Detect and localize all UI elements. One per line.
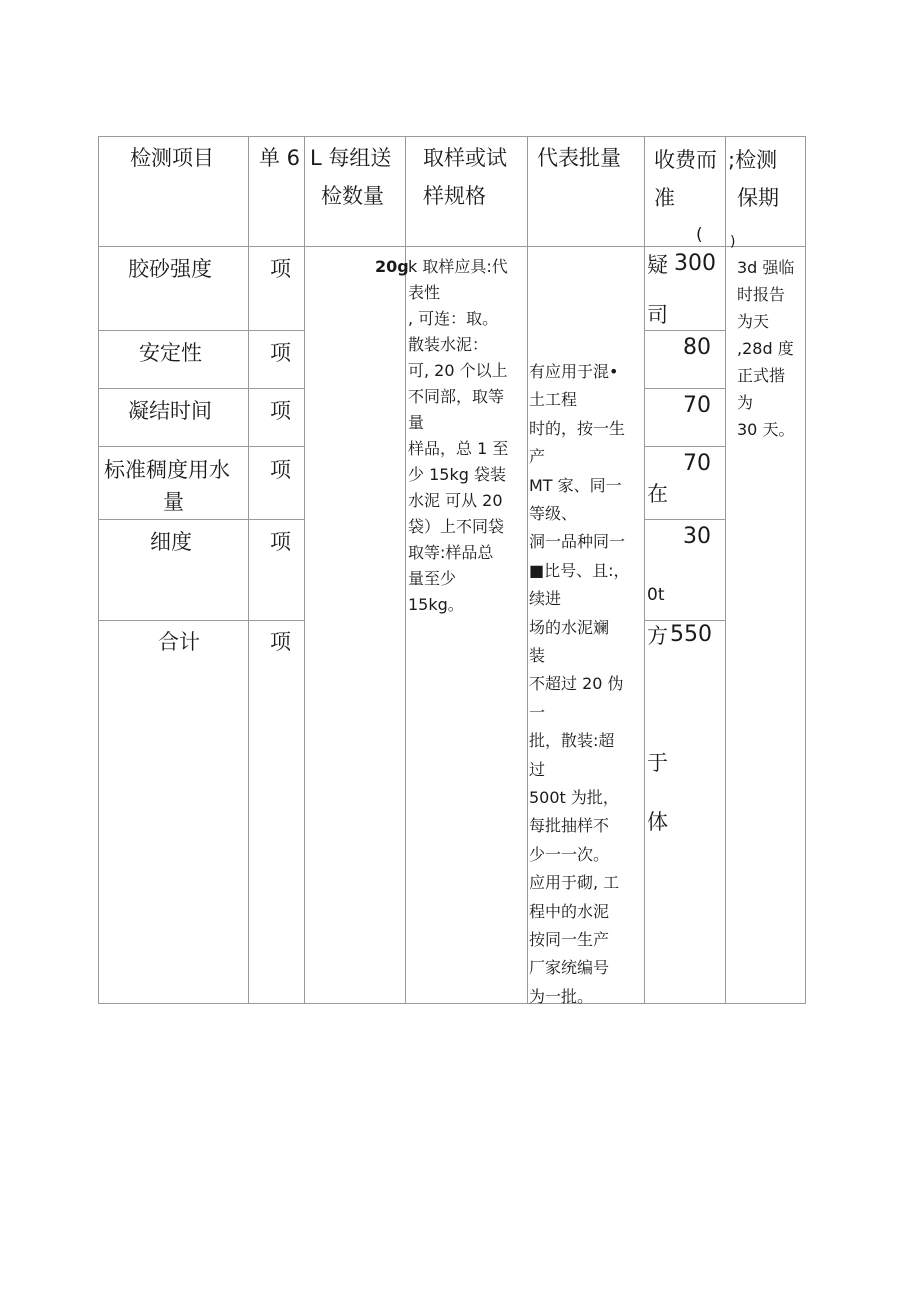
- table-border-top: [98, 136, 806, 137]
- fee-setting-time: 70: [683, 393, 711, 418]
- fee-divider: [644, 620, 725, 621]
- batch-line: 为一批。: [529, 986, 594, 1006]
- batch-line: 按同一生产: [529, 930, 610, 949]
- fee-suffix: 在: [647, 482, 668, 506]
- test-period-line: 时报告: [737, 285, 786, 304]
- batch-line: 不超过 20 伪: [529, 674, 624, 694]
- batch-line: 有应用于混•: [529, 362, 619, 381]
- batch-line: 续进: [529, 589, 562, 609]
- header-fee-line1: 收费而: [654, 148, 717, 172]
- test-period-line: 为: [737, 393, 754, 412]
- test-period-line: 3d 强临: [737, 258, 795, 277]
- batch-line: 每批抽样不: [529, 816, 610, 836]
- item-setting-time: 凝结时间: [128, 399, 212, 423]
- batch-line: 装: [529, 646, 546, 665]
- batch-line: 土工程: [529, 390, 578, 410]
- sampling-spec-line: k 取样应具:代: [408, 257, 508, 276]
- batch-line: ■比号、且:，: [529, 560, 630, 580]
- header-period-paren: ): [730, 234, 736, 250]
- header-inspection-item: 检测项目: [130, 146, 214, 170]
- item-consistency-line1: 标准稠度用水: [104, 458, 230, 482]
- sampling-spec-line: , 可连：取。: [408, 309, 499, 328]
- row-divider: [98, 388, 304, 389]
- unit-cell: 项: [270, 257, 291, 281]
- column-divider: [725, 136, 726, 1004]
- batch-line: 少一一次。: [529, 844, 610, 864]
- sampling-spec-line: 量: [408, 413, 425, 432]
- item-soundness: 安定性: [139, 341, 202, 365]
- sampling-spec-line: 不同部，取等: [408, 387, 505, 406]
- fee-fineness: 30: [683, 524, 711, 549]
- sampling-spec-line: 取等:样品总: [408, 543, 494, 562]
- header-unit: 单 6: [259, 146, 301, 170]
- batch-line: 500t 为批，: [529, 788, 619, 807]
- header-sampling-line1: 取样或试: [423, 146, 507, 170]
- batch-line: 一: [529, 702, 546, 722]
- batch-line: 程中的水泥: [529, 901, 610, 921]
- sampling-spec-line: 15kg。: [408, 595, 464, 614]
- table-border-right: [805, 136, 806, 1004]
- item-total: 合计: [158, 630, 200, 654]
- sample-quantity: 20g: [375, 257, 409, 276]
- sampling-spec-line: 可, 20 个以上: [408, 361, 508, 380]
- fee-extra: 于: [647, 751, 668, 775]
- item-consistency-line2: 量: [163, 490, 184, 514]
- header-quantity-line1: L 每组送: [310, 146, 392, 170]
- fee-total: 550: [670, 622, 712, 647]
- batch-line: 场的水泥斓: [529, 617, 610, 637]
- header-fee-line2: 准: [654, 186, 675, 210]
- row-divider: [98, 620, 304, 621]
- sampling-spec-line: 水泥 可从 20: [408, 491, 503, 510]
- header-quantity-line2: 检数量: [321, 184, 384, 208]
- header-period-line1: ;检测: [728, 148, 778, 172]
- row-divider: [98, 519, 304, 520]
- sampling-spec-line: 表性: [408, 283, 441, 302]
- fee-total-prefix: 方: [647, 624, 668, 648]
- batch-line: 时的，按一生: [529, 418, 626, 438]
- fee-divider: [644, 446, 725, 447]
- batch-line: 过: [529, 759, 546, 779]
- sampling-spec-line: 散装水泥：: [408, 335, 489, 354]
- sampling-spec-line: 少 15kg 袋装: [408, 465, 506, 484]
- header-fee-paren: (: [696, 225, 703, 245]
- column-divider: [527, 136, 528, 1004]
- fee-consistency: 70: [683, 451, 711, 476]
- test-period-line: 30 天。: [737, 420, 795, 439]
- unit-cell: 项: [270, 530, 291, 554]
- item-fineness: 细度: [150, 530, 192, 554]
- fee-divider: [644, 388, 725, 389]
- table-header-divider: [98, 246, 806, 247]
- table-border-left: [98, 136, 99, 1004]
- header-sampling-line2: 样规格: [423, 184, 486, 208]
- column-divider: [644, 136, 645, 1004]
- unit-cell: 项: [270, 399, 291, 423]
- batch-line: 应用于砌, 工: [529, 873, 620, 893]
- fee-divider: [644, 519, 725, 520]
- unit-cell: 项: [270, 341, 291, 365]
- sampling-spec-line: 量至少: [408, 569, 457, 588]
- sampling-spec-line: 袋）上不同袋: [408, 517, 505, 536]
- fee-mortar-strength: 300: [674, 251, 716, 276]
- fee-suffix: 0t: [647, 585, 665, 605]
- fee-suffix: 司: [647, 303, 668, 327]
- test-period-line: 正式揩: [737, 366, 786, 385]
- unit-cell: 项: [270, 458, 291, 482]
- sampling-spec-line: 样品，总 1 至: [408, 439, 509, 458]
- header-batch: 代表批量: [537, 146, 621, 170]
- row-divider: [98, 446, 304, 447]
- item-mortar-strength: 胶砂强度: [128, 257, 212, 281]
- test-period-line: 为天: [737, 312, 770, 331]
- fee-extra: 体: [647, 810, 668, 834]
- test-period-line: ,28d 度: [737, 339, 794, 358]
- batch-line: 批，散装:超: [529, 731, 615, 751]
- batch-line: MT 家、同一: [529, 475, 622, 495]
- table-border-bottom: [98, 1003, 806, 1004]
- header-period-line2: 保期: [737, 186, 779, 210]
- batch-line: 等级、: [529, 504, 578, 523]
- column-divider: [304, 136, 305, 1004]
- row-divider: [98, 330, 304, 331]
- unit-cell: 项: [270, 630, 291, 654]
- batch-line: 洞一品种同一: [529, 532, 626, 552]
- fee-soundness: 80: [683, 335, 711, 360]
- fee-divider: [644, 330, 725, 331]
- batch-line: 产: [529, 447, 546, 467]
- batch-line: 厂家统编号: [529, 958, 610, 978]
- fee-prefix: 疑: [647, 253, 668, 277]
- column-divider: [248, 136, 249, 1004]
